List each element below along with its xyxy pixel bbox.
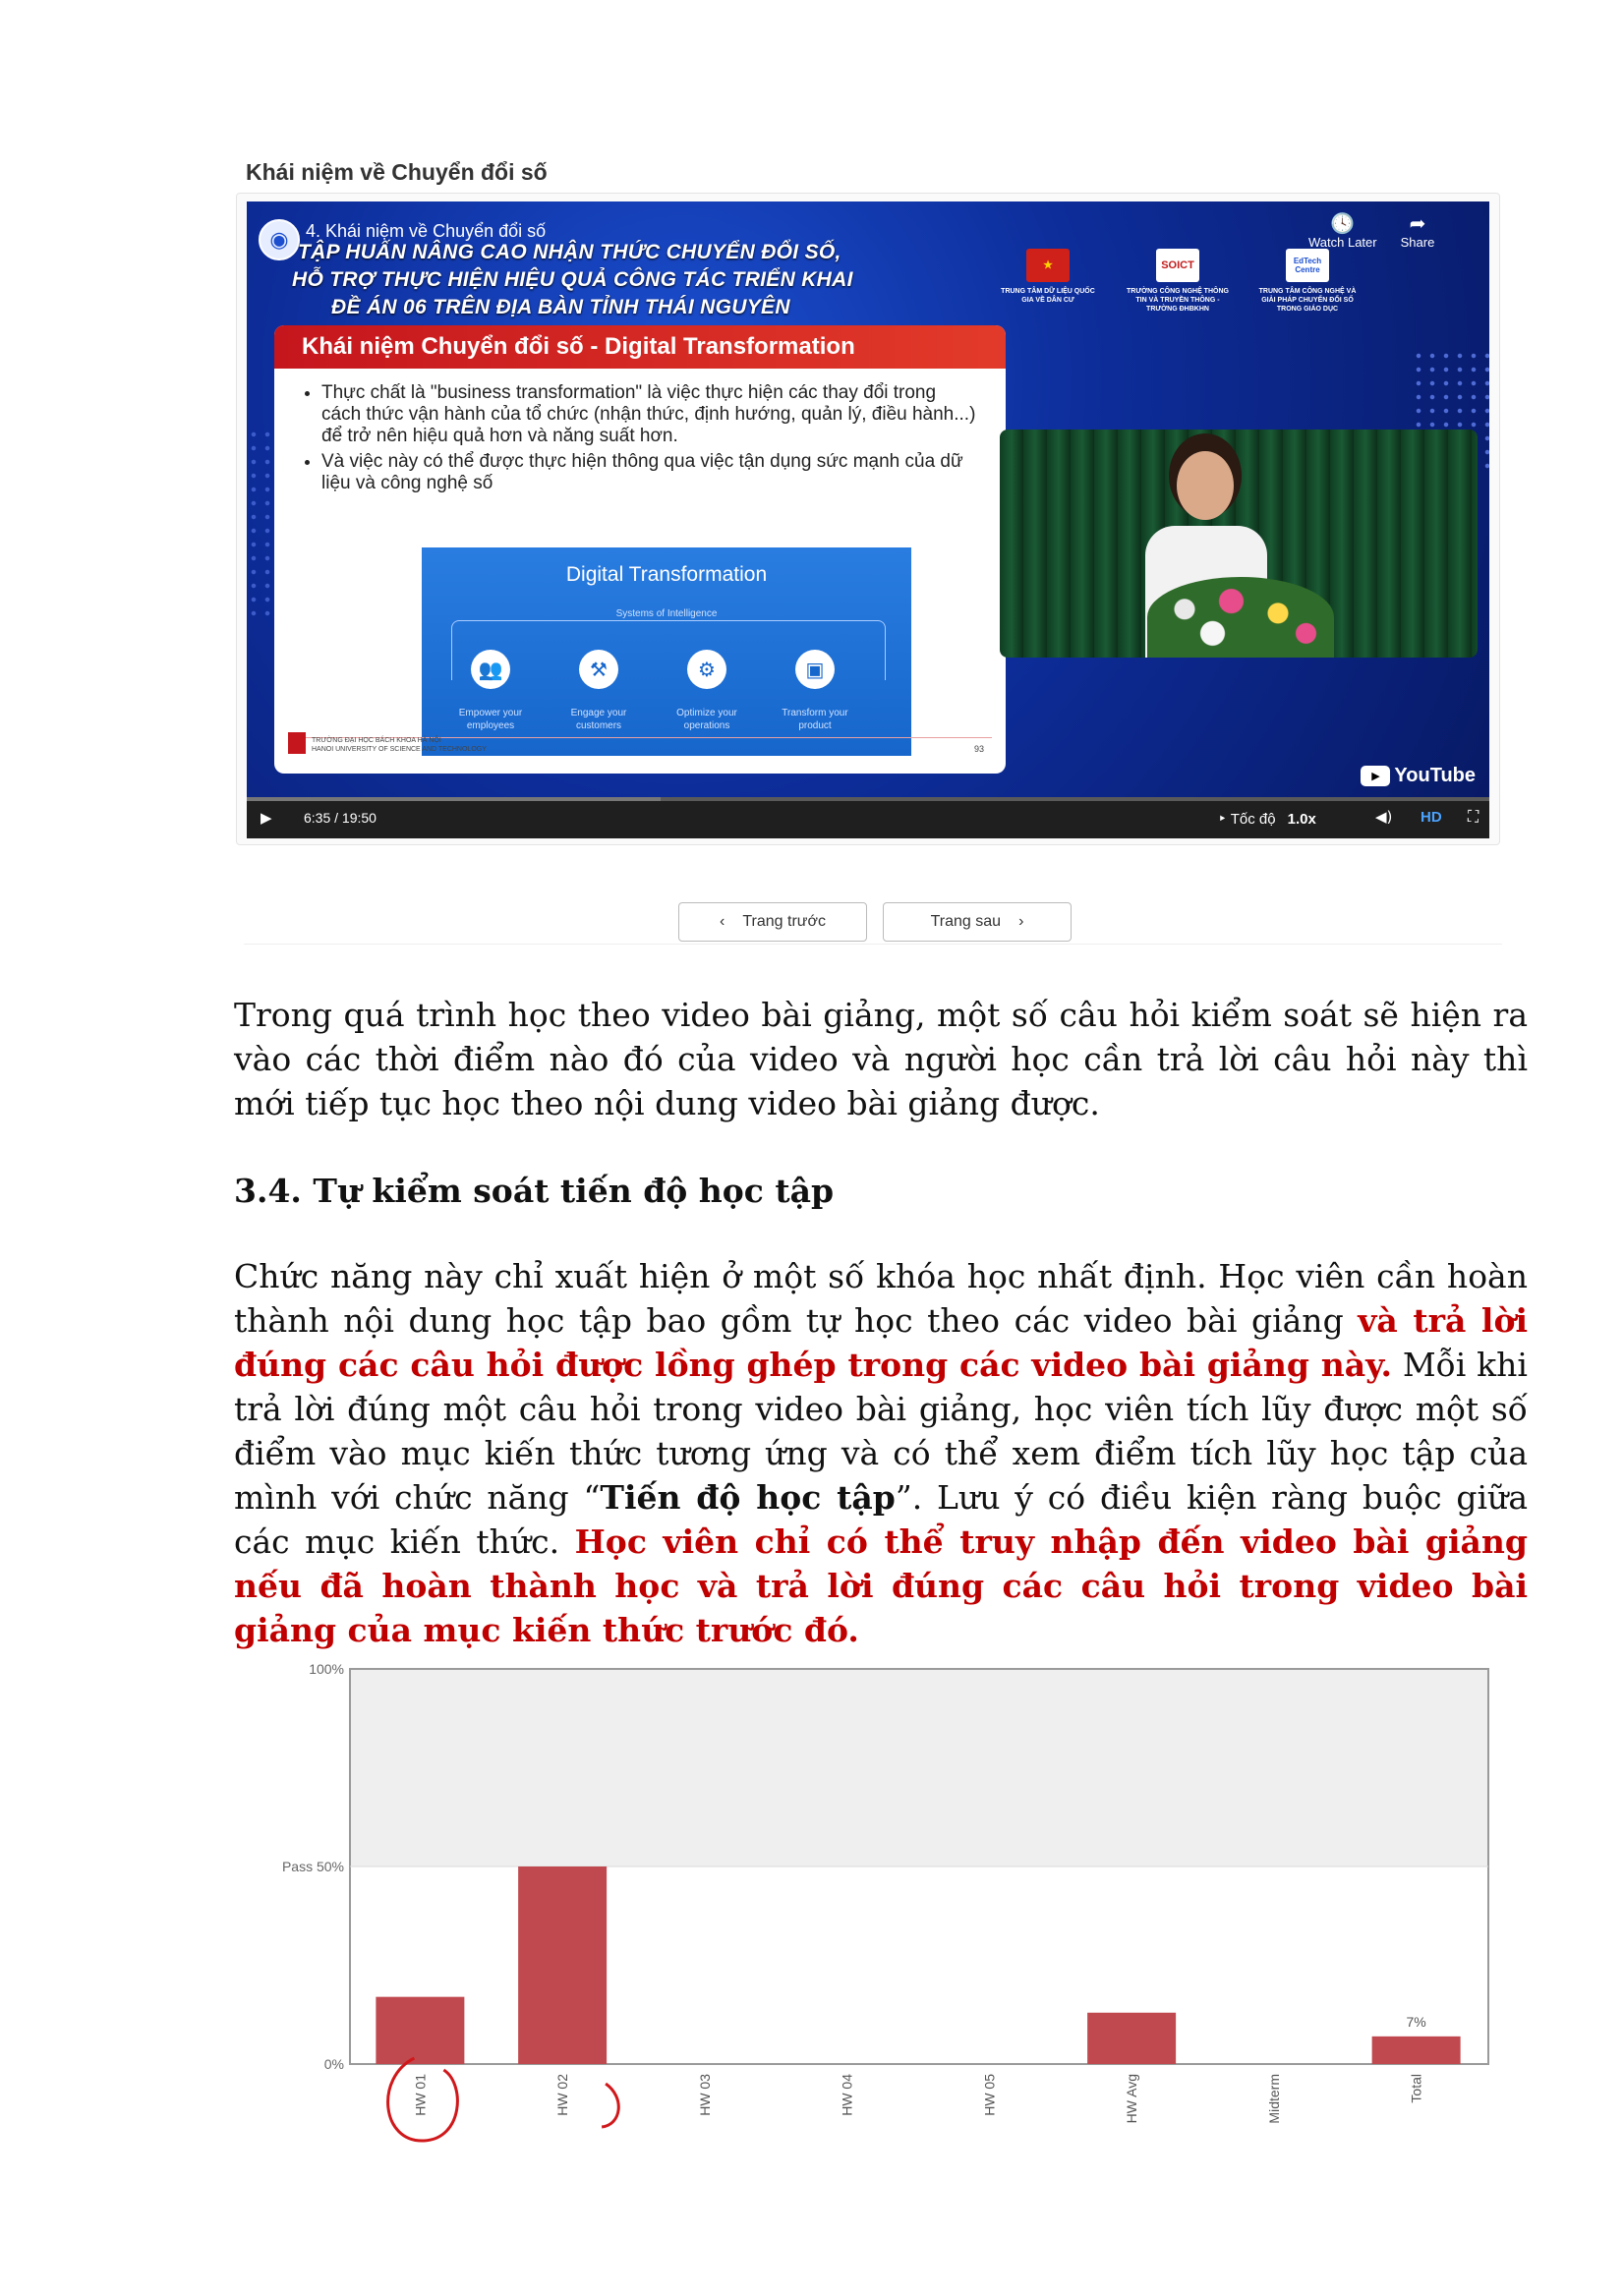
banner-line-1: TẬP HUẤN NÂNG CAO NHẬN THỨC CHUYỂN ĐỔI SỐ,: [298, 241, 841, 263]
chevron-left-icon: ‹: [720, 913, 725, 930]
text-run: Chức năng này chỉ xuất hiện ở một số khóa học nhất định. Học viên cần hoàn thành nội dung học tập bao gồm tự học theo các video bài giảng: [234, 1257, 1528, 1340]
x-tick-label: HW Avg: [1124, 2074, 1140, 2124]
speed-control[interactable]: [1218, 810, 1316, 828]
text-run: ”. Lưu ý có điều kiện ràng buộc giữa các mục kiến thức.: [234, 1478, 1528, 1561]
above-pass-region: [350, 1669, 1488, 1866]
slide-footer-school: [312, 736, 487, 754]
prev-page-label: Trang trước: [742, 913, 826, 930]
screenshot-caption: Khái niệm về Chuyển đổi số: [246, 159, 548, 185]
diagram-label: Transform your product: [782, 708, 848, 731]
sponsor-logo: [1253, 249, 1362, 314]
sponsor-name: TRƯỜNG CÔNG NGHỆ THÔNG TIN VÀ TRUYỀN THÔNG - TRƯỜNG ĐHBKHN: [1127, 288, 1229, 313]
share-button[interactable]: [1401, 211, 1435, 250]
x-tick-label: HW 04: [839, 2074, 855, 2116]
share-arrow-icon: ➦: [1409, 211, 1426, 235]
progress-bar[interactable]: [247, 797, 1489, 801]
speaker-camera: [1000, 430, 1478, 658]
x-tick-label: Midterm: [1265, 2074, 1282, 2124]
watch-later-button[interactable]: [1308, 211, 1377, 250]
x-tick-label: HW 05: [981, 2074, 998, 2116]
bar-total: [1372, 2037, 1461, 2064]
gear-icon: ⚙: [687, 650, 726, 689]
banner-line-3: ĐỀ ÁN 06 TRÊN ĐỊA BÀN TỈNH THÁI NGUYÊN: [331, 296, 790, 318]
next-page-label: Trang sau: [930, 913, 1002, 930]
bar-hw-avg: [1087, 2013, 1176, 2064]
channel-logo-icon[interactable]: ◉: [259, 219, 300, 260]
school-name: TRƯỜNG ĐẠI HỌC BÁCH KHOA HÀ NỘI: [312, 737, 441, 744]
bar-hw-01: [376, 1997, 464, 2064]
slide-title: Khái niệm Chuyển đổi số - Digital Transformation: [274, 325, 1006, 369]
feature-name: Tiến độ học tập: [600, 1478, 896, 1517]
diagram-label: Engage your customers: [570, 708, 627, 731]
sponsor-logos: [994, 249, 1362, 314]
player-controls: [247, 797, 1489, 838]
youtube-top-actions: [1308, 211, 1434, 250]
emphasis-text: Học viên chỉ có thể truy nhập đến video bài giảng nếu đã hoàn thành học và trả lời đúng các câu hỏi trong video bài giảng của mục kiến thức trước đó.: [234, 1522, 1528, 1649]
diagram-label: Optimize your operations: [676, 708, 737, 731]
progress-chart: [265, 1647, 1504, 2158]
paragraph-video-questions: Trong quá trình học theo video bài giảng, một số câu hỏi kiểm soát sẽ hiện ra vào các thời điểm nào đó của video và người học cần trả lời câu hỏi này thì mới tiếp tục học theo nội dung video bài giảng được.: [234, 996, 1528, 1122]
x-tick-label: HW 01: [412, 2074, 429, 2116]
section-heading: 3.4. Tự kiểm soát tiến độ học tập: [234, 1172, 835, 1210]
youtube-logo[interactable]: [1361, 765, 1476, 787]
sponsor-logo: [994, 249, 1102, 314]
sponsor-name: TRUNG TÂM DỮ LIỆU QUỐC GIA VỀ DÂN CƯ: [1001, 288, 1095, 304]
share-label: Share: [1400, 235, 1435, 250]
digital-transformation-diagram: [422, 547, 911, 756]
cube-icon: ▣: [795, 650, 835, 689]
prev-page-button[interactable]: [678, 902, 867, 942]
play-logo-icon: ▶: [1361, 766, 1390, 786]
x-tick-label: HW 03: [696, 2074, 713, 2116]
data-label: 7%: [1406, 2013, 1426, 2030]
video-title[interactable]: 4. Khái niệm về Chuyển đổi số: [306, 221, 547, 241]
clock-icon: 🕓: [1330, 211, 1356, 235]
speed-value: 1.0x: [1287, 811, 1316, 828]
slide-footer: [288, 737, 992, 760]
hd-toggle[interactable]: HD: [1421, 809, 1442, 826]
chevron-right-icon: ›: [1018, 913, 1024, 930]
tools-icon: ⚒: [579, 650, 618, 689]
star-emblem-icon: ★: [1026, 249, 1070, 282]
university-logo: [288, 732, 306, 754]
diagram-label: Empower your employees: [458, 708, 523, 731]
emphasis-text: và trả lời đúng các câu hỏi được lồng ghép trong các video bài giảng này.: [234, 1301, 1529, 1384]
volume-icon[interactable]: ◀): [1375, 808, 1393, 826]
video-frame[interactable]: [247, 201, 1489, 797]
fullscreen-icon[interactable]: ⛶: [1468, 807, 1479, 826]
x-tick-label: HW 02: [554, 2074, 571, 2116]
school-name-en: HANOI UNIVERSITY OF SCIENCE AND TECHNOLOGY: [312, 746, 487, 753]
time-display: 6:35 / 19:50: [304, 810, 377, 826]
slide-bullet: • Thực chất là "business transformation" là việc thực hiện các thay đổi trong cách thức vận hành của tổ chức (nhận thức, định hướng, quản lý, điều hành...) để trở nên hiệu quả hơn và năng suất hơn.: [321, 382, 976, 447]
video-player[interactable]: [236, 193, 1500, 845]
flower-arrangement: [1147, 577, 1334, 658]
diagram-title: Digital Transformation: [565, 563, 768, 586]
slide-bullets: [274, 382, 1006, 494]
slide-page-number: 93: [973, 744, 984, 754]
soict-logo: SOICT: [1156, 249, 1199, 282]
divider: [244, 944, 1502, 945]
edtech-logo: EdTech Centre: [1286, 249, 1329, 282]
watch-later-label: Watch Later: [1308, 235, 1377, 250]
speaker-head: [1177, 451, 1234, 520]
lecture-slide: [274, 325, 1006, 774]
slide-bullet: • Và việc này có thể được thực hiện thông qua việc tận dụng sức mạnh của dữ liệu và công nghệ số: [321, 451, 976, 494]
banner-line-2: HỖ TRỢ THỰC HIỆN HIỆU QUẢ CÔNG TÁC TRIỂN KHAI: [292, 268, 853, 291]
sponsor-logo: [1124, 249, 1232, 314]
x-tick-label: Total: [1408, 2074, 1424, 2103]
paragraph-progress: [234, 1254, 1528, 1652]
y-tick-label: 0%: [323, 2056, 344, 2072]
hand-drawn-arc: [602, 2084, 618, 2127]
speed-label: ‣ Tốc độ: [1218, 811, 1276, 828]
text-run: Mỗi khi trả lời đúng một câu hỏi trong video bài giảng, học viên tích lũy được một số điểm vào mục kiến thức tương ứng và có thể xem điểm tích lũy học tập của mình với chức năng “: [234, 1346, 1528, 1517]
people-icon: 👥: [471, 650, 510, 689]
y-tick-label: 100%: [309, 1661, 344, 1677]
progress-fill: [247, 797, 661, 801]
sponsor-name: TRUNG TÂM CÔNG NGHỆ VÀ GIẢI PHÁP CHUYỂN ĐỔI SỐ TRONG GIÁO DỤC: [1258, 288, 1357, 313]
next-page-button[interactable]: [883, 902, 1072, 942]
play-icon[interactable]: ▶: [261, 809, 272, 827]
y-tick-label: Pass 50%: [281, 1859, 344, 1874]
diagram-subtitle: Systems of Intelligence: [615, 608, 718, 619]
youtube-wordmark: YouTube: [1394, 765, 1476, 786]
bar-hw-02: [518, 1866, 607, 2064]
